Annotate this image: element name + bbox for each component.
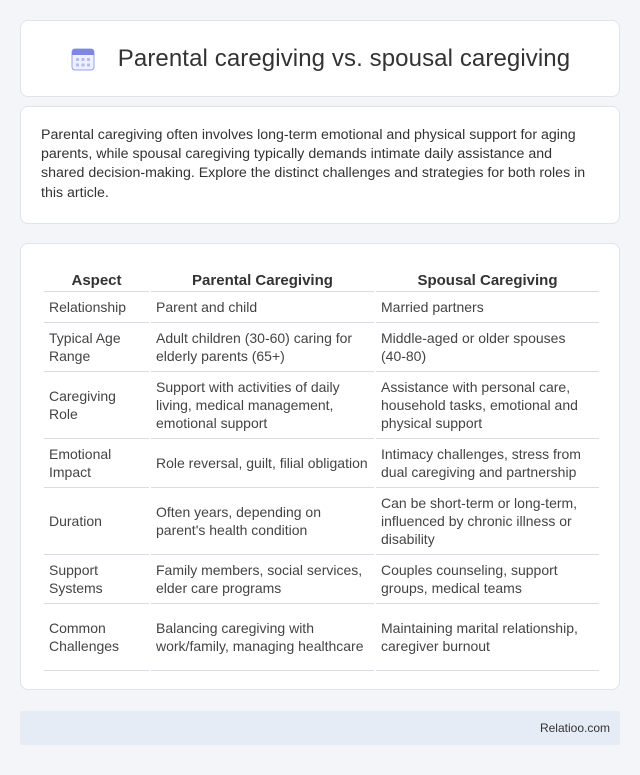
spousal-cell: Couples counseling, support groups, medical teams xyxy=(376,555,599,604)
table-row xyxy=(44,292,599,323)
footer-site-link[interactable]: Relatioo.com xyxy=(539,721,610,735)
aspect-cell: Emotional Impact xyxy=(44,439,149,488)
parental-cell: Often years, depending on parent's health condition xyxy=(151,488,374,555)
parental-cell: Parent and child xyxy=(151,292,374,323)
table-row xyxy=(44,555,599,604)
comparison-table xyxy=(42,264,601,671)
spousal-cell: Middle-aged or older spouses (40-80) xyxy=(376,323,599,372)
table-row xyxy=(44,604,599,671)
page-title: Parental caregiving vs. spousal caregiving xyxy=(117,44,571,72)
aspect-cell: Relationship xyxy=(44,292,149,323)
parental-cell: Balancing caregiving with work/family, managing healthcare xyxy=(151,604,374,671)
spousal-cell: Married partners xyxy=(376,292,599,323)
aspect-cell: Typical Age Range xyxy=(44,323,149,372)
spousal-cell: Intimacy challenges, stress from dual caregiving and partnership xyxy=(376,439,599,488)
intro-text: Parental caregiving often involves long-term emotional and physical support for aging parents, while spousal caregiving typically demands intimate daily assistance and shared decision-making. Explore the distinct challenges and strategies for both roles in this article. xyxy=(41,127,586,201)
parental-cell: Role reversal, guilt, filial obligation xyxy=(151,439,374,488)
parental-cell: Adult children (30-60) caring for elderly parents (65+) xyxy=(151,323,374,372)
aspect-cell: Caregiving Role xyxy=(44,372,149,439)
column-header-aspect: Aspect xyxy=(44,264,149,292)
table-header-row xyxy=(44,264,599,292)
title-card xyxy=(20,20,620,97)
table-row xyxy=(44,372,599,439)
comparison-table-card xyxy=(20,243,620,690)
spousal-cell: Maintaining marital relationship, caregiver burnout xyxy=(376,604,599,671)
column-header-spousal: Spousal Caregiving xyxy=(376,264,599,292)
footer xyxy=(20,711,620,745)
column-header-parental: Parental Caregiving xyxy=(151,264,374,292)
parental-cell: Family members, social services, elder care programs xyxy=(151,555,374,604)
aspect-cell: Support Systems xyxy=(44,555,149,604)
table-row xyxy=(44,439,599,488)
parental-cell: Support with activities of daily living, medical management, emotional support xyxy=(151,372,374,439)
table-row xyxy=(44,323,599,372)
spousal-cell: Can be short-term or long-term, influenced by chronic illness or disability xyxy=(376,488,599,555)
aspect-cell: Duration xyxy=(44,488,149,555)
calendar-icon xyxy=(70,46,96,72)
intro-card xyxy=(20,106,620,224)
table-row xyxy=(44,488,599,555)
spousal-cell: Assistance with personal care, household tasks, emotional and physical support xyxy=(376,372,599,439)
aspect-cell: Common Challenges xyxy=(44,604,149,671)
